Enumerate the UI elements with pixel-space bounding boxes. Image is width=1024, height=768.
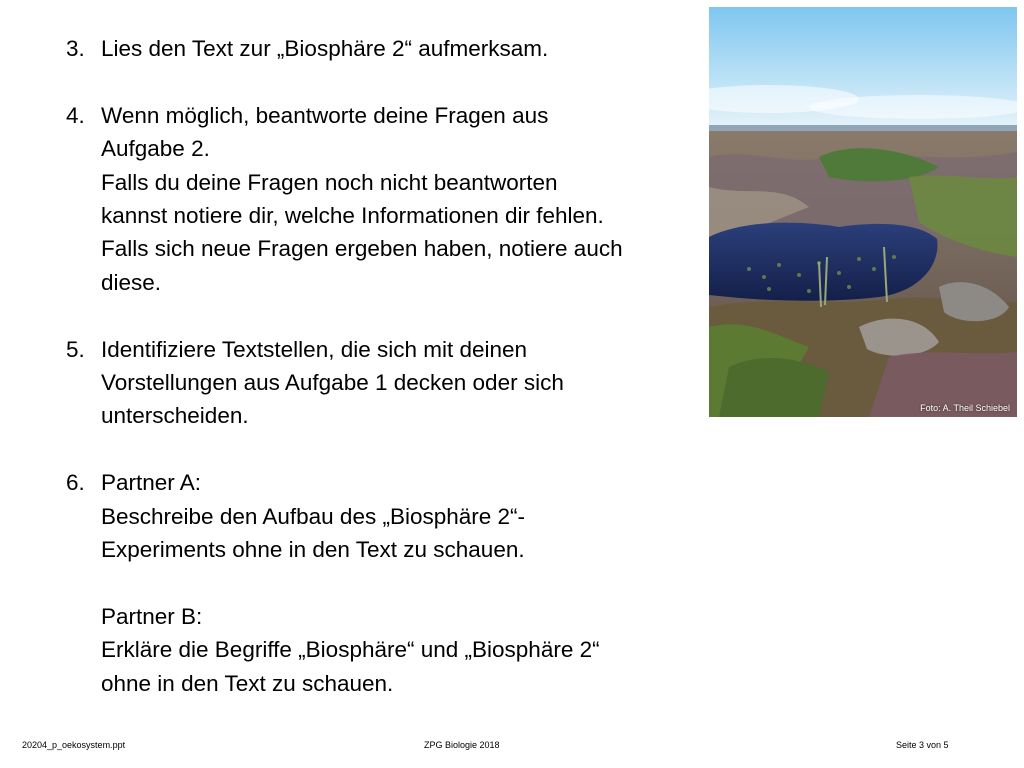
task-text-line: Beschreibe den Aufbau des „Biosphäre 2“- — [101, 503, 526, 529]
task-number: 3. — [66, 36, 85, 61]
task-item — [66, 333, 706, 433]
task-item — [66, 32, 706, 65]
task-text-line: Identifiziere Textstellen, die sich mit deinen — [101, 336, 528, 362]
task-item — [66, 466, 706, 700]
task-text-line: Partner B: — [101, 603, 203, 629]
task-item — [66, 99, 706, 299]
task-text-line: Aufgabe 2. — [101, 136, 210, 162]
task-text-line: unterscheiden. — [101, 403, 249, 429]
task-spacer — [101, 566, 706, 599]
footer-page-number: Seite 3 von 5 — [896, 740, 949, 750]
task-text-line: Partner A: — [101, 470, 202, 496]
footer-course: ZPG Biologie 2018 — [424, 740, 500, 750]
task-text-line: Vorstellungen aus Aufgabe 1 decken oder sich — [101, 370, 564, 396]
task-text-line: Lies den Text zur „Biosphäre 2“ aufmerksam. — [101, 36, 549, 61]
task-text-line: Erkläre die Begriffe „Biosphäre“ und „Biosphäre 2“ — [101, 637, 600, 663]
task-text-line: diese. — [101, 269, 162, 295]
task-text-line: ohne in den Text zu schauen. — [101, 670, 394, 696]
photo-credit: Foto: A. Theil Schiebel — [920, 403, 1010, 413]
landscape-photo — [709, 7, 1017, 417]
task-text-line: Falls sich neue Fragen ergeben haben, notiere auch — [101, 236, 623, 262]
task-text-line: Falls du deine Fragen noch nicht beantworten — [101, 169, 558, 195]
task-text-line: Wenn möglich, beantworte deine Fragen aus — [101, 102, 549, 128]
task-text-line: kannst notiere dir, welche Informationen dir fehlen. — [101, 203, 604, 229]
task-number: 4. — [66, 102, 85, 128]
task-list — [66, 32, 706, 700]
task-number: 5. — [66, 336, 85, 362]
task-number: 6. — [66, 470, 85, 496]
footer-filename: 20204_p_oekosystem.ppt — [22, 740, 126, 750]
task-text-line: Experiments ohne in den Text zu schauen. — [101, 537, 525, 563]
landscape-photo-image — [709, 7, 1017, 417]
